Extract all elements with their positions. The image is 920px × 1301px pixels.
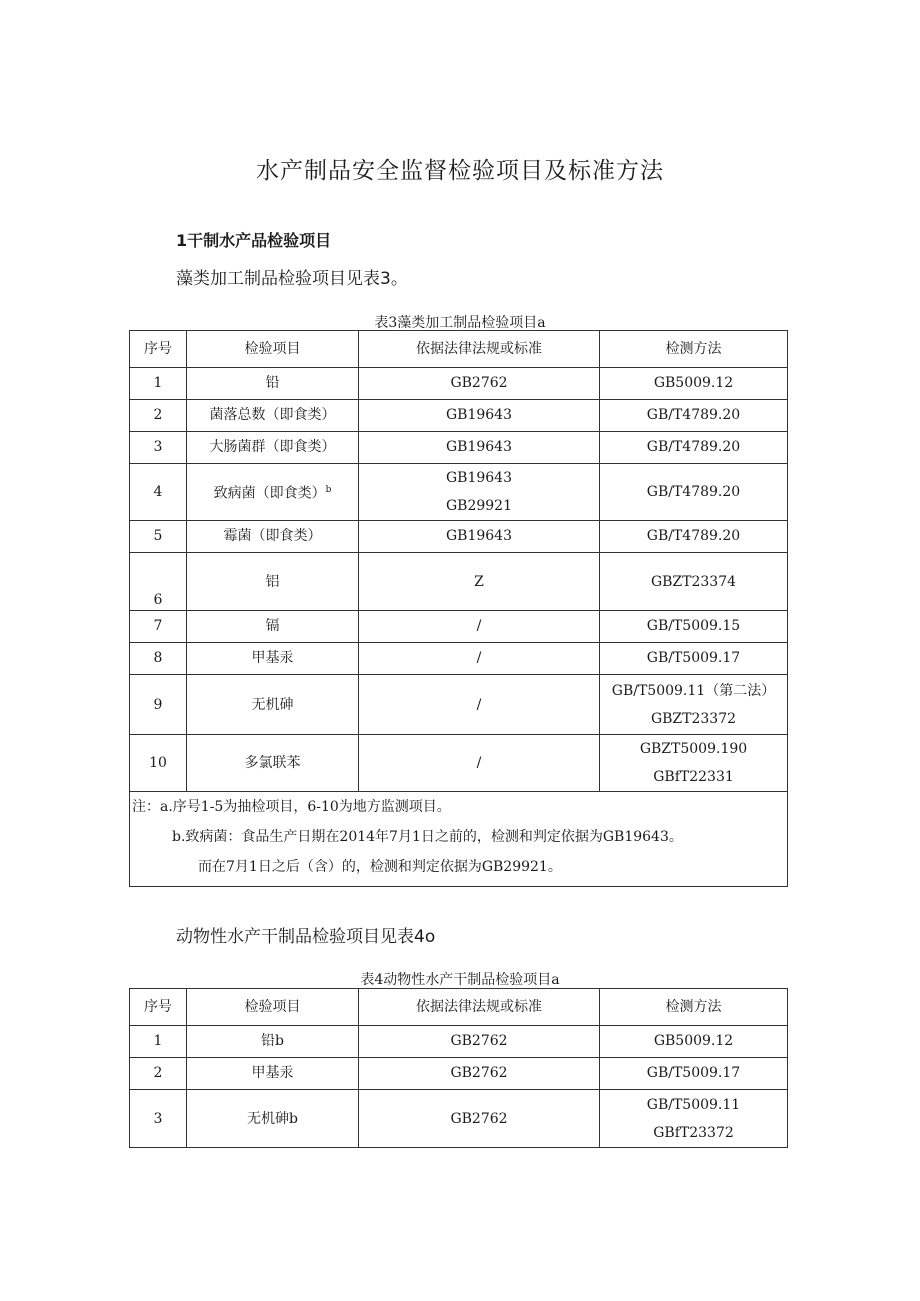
note-line-b: b.致病菌：食品生产日期在2014年7月1日之前的，检测和判定依据为GB19643。 <box>172 829 683 845</box>
table3-header-row <box>130 331 788 368</box>
header-cell: 检测方法 <box>600 331 788 368</box>
note-line-a: 注：a.序号1-5为抽检项目，6-10为地方监测项目。 <box>132 799 451 815</box>
test-item: 甲基汞 <box>187 1058 359 1090</box>
row-number: 10 <box>130 735 187 792</box>
table-row <box>130 643 788 675</box>
row-number: 2 <box>130 400 187 432</box>
table3-notes-row <box>130 792 788 887</box>
standard: GB2762 <box>359 1058 600 1090</box>
method-line-2: GBfT22331 <box>653 769 734 785</box>
table-row <box>130 521 788 553</box>
table3-caption: 表3藻类加工制品检验项目a <box>374 315 546 331</box>
test-item: 无机砷 <box>187 675 359 735</box>
test-item: 大肠菌群（即食类） <box>187 432 359 464</box>
standard: / <box>359 735 600 792</box>
test-item <box>187 464 359 521</box>
standard: GB2762 <box>359 1026 600 1058</box>
test-item: 镉 <box>187 611 359 643</box>
test-method: GB/T5009.17 <box>600 1058 788 1090</box>
table-row <box>130 611 788 643</box>
intro-text-1: 藻类加工制品检验项目见表3。 <box>176 269 408 289</box>
test-item: 甲基汞 <box>187 643 359 675</box>
note-line-b-cont: 而在7月1日之后（含）的，检测和判定依据为GB29921。 <box>198 859 562 875</box>
header-cell: 检验项目 <box>187 989 359 1026</box>
test-method: GB/T4789.20 <box>600 432 788 464</box>
header-cell: 序号 <box>130 331 187 368</box>
test-item: 铅 <box>187 368 359 400</box>
test-method: GB5009.12 <box>600 1026 788 1058</box>
table4 <box>129 988 788 1148</box>
test-item: 铅b <box>187 1026 359 1058</box>
table-row <box>130 735 788 792</box>
section-heading: 1干制水产品检验项目 <box>176 231 332 250</box>
table-row <box>130 432 788 464</box>
standard: GB2762 <box>359 368 600 400</box>
test-item: 无机砷b <box>187 1090 359 1148</box>
standard: GB19643 <box>359 400 600 432</box>
test-method: GB/T5009.15 <box>600 611 788 643</box>
header-cell: 依据法律法规或标准 <box>359 331 600 368</box>
row-number: 1 <box>130 1026 187 1058</box>
row-number: 6 <box>130 553 187 611</box>
row-number: 3 <box>130 432 187 464</box>
document-title: 水产制品安全监督检验项目及标准方法 <box>256 158 664 184</box>
row-number: 8 <box>130 643 187 675</box>
test-method <box>600 675 788 735</box>
table-row <box>130 1058 788 1090</box>
method-line-1: GB/T5009.11 <box>646 1096 741 1113</box>
header-cell: 检测方法 <box>600 989 788 1026</box>
header-cell: 检验项目 <box>187 331 359 368</box>
test-method: GB/T5009.17 <box>600 643 788 675</box>
table4-header-row <box>130 989 788 1026</box>
test-item: 霉菌（即食类） <box>187 521 359 553</box>
test-method: GB/T4789.20 <box>600 400 788 432</box>
table3-notes <box>130 792 788 887</box>
test-item: 多氯联苯 <box>187 735 359 792</box>
standard: / <box>359 675 600 735</box>
row-number: 3 <box>130 1090 187 1148</box>
test-method: GBZT23374 <box>600 553 788 611</box>
method-line-1: GBZT5009.190 <box>639 741 748 757</box>
test-item-text: 致病菌（即食类） <box>213 485 326 502</box>
row-number: 9 <box>130 675 187 735</box>
table-row <box>130 1026 788 1058</box>
test-item: 铝 <box>187 553 359 611</box>
row-number: 2 <box>130 1058 187 1090</box>
standard: GB19643 <box>359 432 600 464</box>
table-row <box>130 400 788 432</box>
row-number: 1 <box>130 368 187 400</box>
test-method: GB/T4789.20 <box>600 464 788 521</box>
test-method: GB/T4789.20 <box>600 521 788 553</box>
table-row <box>130 1090 788 1148</box>
standard: GB2762 <box>359 1090 600 1148</box>
standard: / <box>359 611 600 643</box>
method-line-2: GBZT23372 <box>650 710 737 727</box>
table-row <box>130 675 788 735</box>
standard: / <box>359 643 600 675</box>
standard: Z <box>359 553 600 611</box>
standard <box>359 464 600 521</box>
header-cell: 序号 <box>130 989 187 1026</box>
standard-line-1: GB19643 <box>445 470 512 486</box>
header-cell: 依据法律法规或标准 <box>359 989 600 1026</box>
method-line-2: GBfT23372 <box>653 1124 734 1141</box>
method-line-1: GB/T5009.11（第二法） <box>611 682 776 699</box>
standard: GB19643 <box>359 521 600 553</box>
table-row <box>130 368 788 400</box>
standard-line-2: GB29921 <box>445 498 512 514</box>
row-number: 4 <box>130 464 187 521</box>
intro-text-2: 动物性水产干制品检验项目见表4o <box>176 927 436 947</box>
row-number: 7 <box>130 611 187 643</box>
test-method: GB5009.12 <box>600 368 788 400</box>
footnote-mark: b <box>325 485 332 496</box>
table3 <box>129 330 788 887</box>
table-row <box>130 553 788 611</box>
table4-caption: 表4动物性水产干制品检验项目a <box>360 972 560 988</box>
test-method <box>600 735 788 792</box>
row-number: 5 <box>130 521 187 553</box>
test-item: 菌落总数（即食类） <box>187 400 359 432</box>
test-method <box>600 1090 788 1148</box>
table-row <box>130 464 788 521</box>
